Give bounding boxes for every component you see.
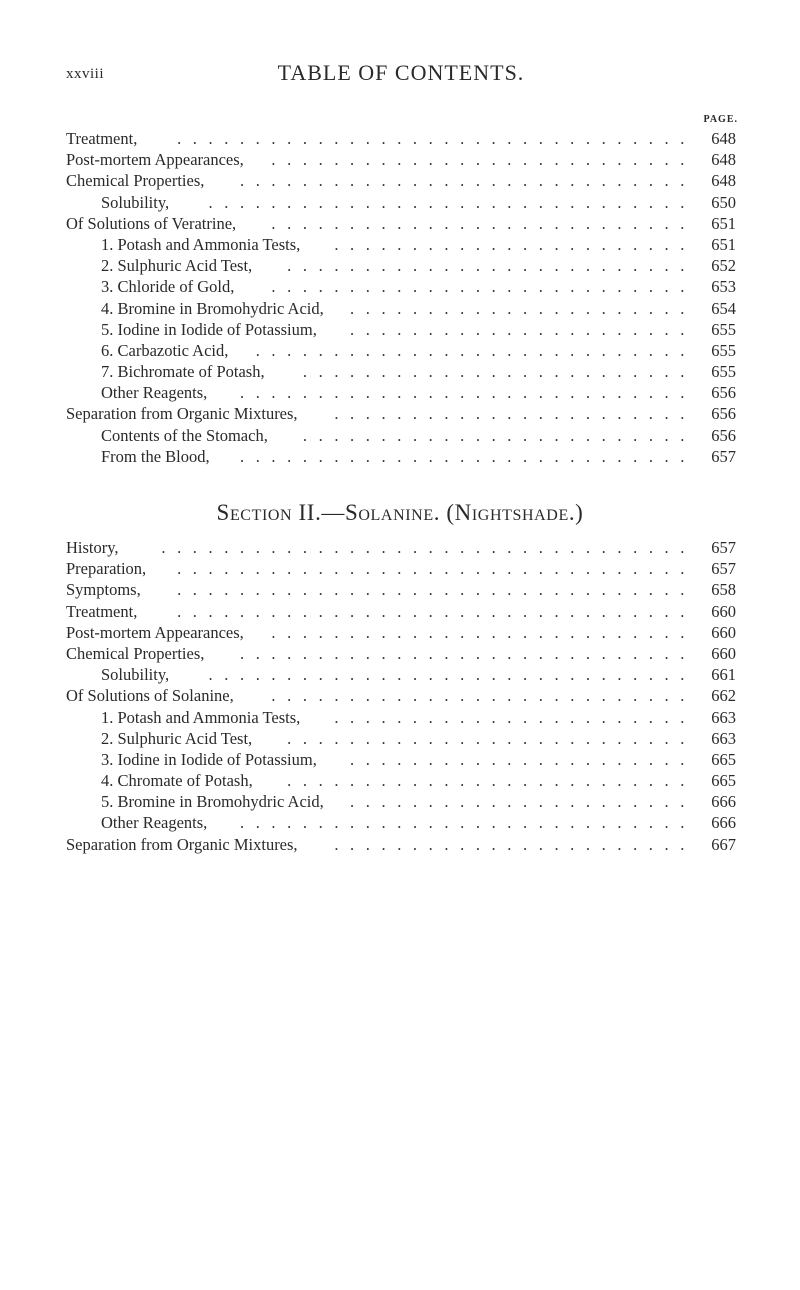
toc-entry xyxy=(66,149,736,170)
toc-entry xyxy=(66,643,736,664)
toc-entry xyxy=(66,558,736,579)
toc-entry-page-number: 656 xyxy=(711,383,736,403)
toc-entry-page-number: 651 xyxy=(711,213,736,233)
toc-entry-label: Symptoms, xyxy=(66,580,141,600)
toc-entry-page-number: 658 xyxy=(711,580,736,600)
toc-entry xyxy=(66,791,736,812)
dot-leader: .......................... xyxy=(287,771,696,791)
toc-entry-label: 4. Bromine in Bromohydric Acid, xyxy=(101,298,324,318)
toc-entry-page-number: 656 xyxy=(711,404,736,424)
page-folio: xxviii xyxy=(66,66,105,82)
toc-entry-page-number: 652 xyxy=(711,256,736,276)
toc-entry-label: 1. Potash and Ammonia Tests, xyxy=(101,234,301,254)
toc-entry xyxy=(66,685,736,706)
toc-entry-page-number: 657 xyxy=(711,559,736,579)
toc-entry-page-number: 663 xyxy=(711,728,736,748)
toc-entry-label: From the Blood, xyxy=(101,446,210,466)
toc-entry-page-number: 665 xyxy=(711,749,736,769)
section-heading-text: Section II.—Solanine. (Nightshade.) xyxy=(216,500,584,525)
toc-entry-label: Treatment, xyxy=(66,129,138,148)
toc-entry xyxy=(66,749,736,770)
toc-entry-label: Separation from Organic Mixtures, xyxy=(66,404,298,424)
toc-entry xyxy=(66,579,736,600)
dot-leader: ............................. xyxy=(239,813,696,833)
toc-entry-page-number: 655 xyxy=(711,340,736,360)
toc-entry-page-number: 666 xyxy=(711,813,736,833)
toc-entry xyxy=(66,170,736,191)
toc-entry-label: Preparation, xyxy=(66,559,147,579)
toc-entry xyxy=(66,319,736,340)
toc-entry-page-number: 661 xyxy=(711,665,736,685)
dot-leader: ....................... xyxy=(334,834,696,854)
toc-entry-label: Separation from Organic Mixtures, xyxy=(66,834,298,854)
toc-entry-page-number: 651 xyxy=(711,234,736,254)
toc-entry xyxy=(66,298,736,319)
toc-entry xyxy=(66,601,736,622)
toc-entry xyxy=(66,192,736,213)
dot-leader: ........................... xyxy=(271,686,696,706)
toc-entry-label: 1. Potash and Ammonia Tests, xyxy=(101,707,301,727)
toc-entry-page-number: 656 xyxy=(711,425,736,445)
toc-entry-label: Solubility, xyxy=(101,665,170,685)
toc-entry xyxy=(66,234,736,255)
dot-leader: ................................. xyxy=(177,601,696,621)
toc-entry xyxy=(66,812,736,833)
toc-entry-page-number: 666 xyxy=(711,792,736,812)
toc-entry-page-number: 657 xyxy=(711,538,736,557)
dot-leader: .......................... xyxy=(287,256,696,276)
toc-entry-label: 2. Sulphuric Acid Test, xyxy=(101,728,253,748)
dot-leader: ............................... xyxy=(208,192,696,212)
toc-entry-label: 3. Iodine in Iodide of Potassium, xyxy=(101,749,317,769)
toc-entry-page-number: 660 xyxy=(711,622,736,642)
dot-leader: ........................... xyxy=(271,213,696,233)
toc-entry-page-number: 648 xyxy=(711,129,736,148)
toc-entry-page-number: 648 xyxy=(711,171,736,191)
page-column-label: PAGE. xyxy=(703,114,738,125)
dot-leader: ...................... xyxy=(350,298,696,318)
dot-leader: ...................... xyxy=(350,319,696,339)
toc-entry xyxy=(66,340,736,361)
toc-entry xyxy=(66,664,736,685)
toc-entry-label: Other Reagents, xyxy=(101,383,208,403)
toc-entry-page-number: 667 xyxy=(711,834,736,854)
dot-leader: .................................. xyxy=(161,538,696,557)
toc-entry-label: Chemical Properties, xyxy=(66,643,205,663)
toc-entry-label: 3. Chloride of Gold, xyxy=(101,277,235,297)
toc-entry-page-number: 663 xyxy=(711,707,736,727)
dot-leader: ................................. xyxy=(177,129,696,148)
toc-entry-label: Other Reagents, xyxy=(101,813,208,833)
toc-entry xyxy=(66,446,736,467)
toc-entry-page-number: 660 xyxy=(711,601,736,621)
toc-entry-label: Of Solutions of Solanine, xyxy=(66,686,234,706)
toc-list-first xyxy=(66,128,736,467)
toc-entry-page-number: 662 xyxy=(711,686,736,706)
toc-entry xyxy=(66,276,736,297)
toc-entry-label: 6. Carbazotic Acid, xyxy=(101,340,229,360)
toc-entry-label: 4. Chromate of Potash, xyxy=(101,771,253,791)
toc-entry xyxy=(66,707,736,728)
toc-list-second xyxy=(66,537,736,855)
dot-leader: ....................... xyxy=(334,707,696,727)
dot-leader: .......................... xyxy=(287,728,696,748)
dot-leader: ................................. xyxy=(177,559,696,579)
toc-entry-label: Of Solutions of Veratrine, xyxy=(66,213,237,233)
page-title: TABLE OF CONTENTS. xyxy=(277,60,525,85)
toc-entry-label: Post-mortem Appearances, xyxy=(66,150,244,170)
toc-entry xyxy=(66,728,736,749)
toc-entry xyxy=(66,361,736,382)
toc-entry xyxy=(66,834,736,855)
toc-entry-page-number: 665 xyxy=(711,771,736,791)
toc-entry-page-number: 653 xyxy=(711,277,736,297)
toc-entry xyxy=(66,770,736,791)
toc-entry xyxy=(66,255,736,276)
toc-entry-label: Solubility, xyxy=(101,192,170,212)
toc-entry-label: 5. Iodine in Iodide of Potassium, xyxy=(101,319,317,339)
toc-entry-label: Contents of the Stomach, xyxy=(101,425,268,445)
toc-entry xyxy=(66,622,736,643)
dot-leader: ............................. xyxy=(239,643,696,663)
dot-leader: ......................... xyxy=(302,425,696,445)
toc-entry xyxy=(66,403,736,424)
toc-entry xyxy=(66,425,736,446)
toc-entry-page-number: 654 xyxy=(711,298,736,318)
toc-entry-page-number: 650 xyxy=(711,192,736,212)
dot-leader: ................................. xyxy=(177,580,696,600)
toc-entry-label: Chemical Properties, xyxy=(66,171,205,191)
toc-entry-label: 7. Bichromate of Potash, xyxy=(101,362,265,382)
toc-entry xyxy=(66,128,736,149)
toc-entry-page-number: 655 xyxy=(711,362,736,382)
toc-entry-label: Post-mortem Appearances, xyxy=(66,622,244,642)
toc-entry-page-number: 655 xyxy=(711,319,736,339)
dot-leader: ........................... xyxy=(271,277,696,297)
toc-entry-label: History, xyxy=(66,538,119,557)
dot-leader: ............................. xyxy=(239,383,696,403)
dot-leader: ...................... xyxy=(350,749,696,769)
dot-leader: ......................... xyxy=(302,362,696,382)
dot-leader: ............................... xyxy=(208,665,696,685)
dot-leader: ........................... xyxy=(271,622,696,642)
dot-leader: ............................. xyxy=(239,446,696,466)
toc-entry xyxy=(66,213,736,234)
toc-entry-label: 5. Bromine in Bromohydric Acid, xyxy=(101,792,324,812)
toc-entry-label: 2. Sulphuric Acid Test, xyxy=(101,256,253,276)
toc-entry xyxy=(66,382,736,403)
toc-entry-page-number: 657 xyxy=(711,446,736,466)
dot-leader: ........................... xyxy=(271,150,696,170)
toc-entry-label: Treatment, xyxy=(66,601,138,621)
dot-leader: ............................ xyxy=(255,340,696,360)
running-head xyxy=(66,60,736,90)
toc-entry-page-number: 648 xyxy=(711,150,736,170)
toc-entry xyxy=(66,537,736,558)
dot-leader: ....................... xyxy=(334,404,696,424)
dot-leader: ............................. xyxy=(239,171,696,191)
section-heading xyxy=(0,500,800,526)
dot-leader: ...................... xyxy=(350,792,696,812)
dot-leader: ....................... xyxy=(334,234,696,254)
toc-entry-page-number: 660 xyxy=(711,643,736,663)
